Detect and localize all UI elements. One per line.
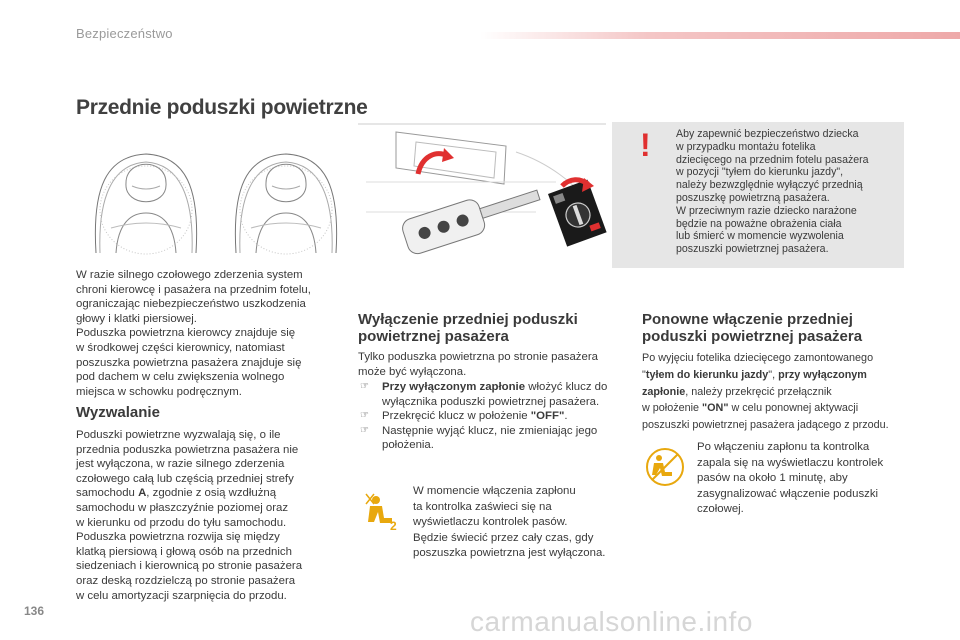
page-title: Przednie poduszki powietrzne xyxy=(76,96,368,119)
airbag-switch-illustration xyxy=(356,122,612,280)
on-position-label: "ON" xyxy=(702,402,729,415)
svg-text:2: 2 xyxy=(390,519,397,532)
step2-end: . xyxy=(564,410,568,423)
passenger-airbag-on-icon xyxy=(644,446,686,488)
reenable-text-2: ", xyxy=(768,368,779,381)
reenable-heading-line1: Ponowne włączenie przedniej xyxy=(642,311,853,328)
bullet-icon: ☞ xyxy=(360,424,369,436)
reenable-heading-line2: poduszki powietrznej pasażera xyxy=(642,328,863,345)
reenable-text-4: w celu ponownej aktywacji poszuszki powietrznej pasażera jadącego z przodu. xyxy=(642,402,889,432)
intro-text xyxy=(76,268,344,399)
section-label: Bezpieczeństwo xyxy=(76,26,173,41)
reenable-text-3: , należy przekręcić przełącznik w położenie xyxy=(642,385,832,415)
bullet-icon: ☞ xyxy=(360,410,369,422)
step1-rest: włożyć klucz do wyłącznika poduszki powietrznej pasażera. xyxy=(382,381,608,408)
car-key-icon xyxy=(400,179,544,257)
page-number: 136 xyxy=(24,604,45,618)
reenable-text-1: Po wyjęciu fotelika dziecięcego zamontowanego " xyxy=(642,352,874,381)
zone-a-label: A xyxy=(138,487,147,500)
driver-airbag-figure xyxy=(95,154,196,254)
off-position-label: "OFF" xyxy=(530,410,565,423)
intro-paragraph-1: W razie silnego czołowego zderzenia system chroni kierowcę i pasażera na przednim fotelu, ograniczając niebezpieczeństwo uszkodzenia głowy i klatki piersiowej. xyxy=(76,269,311,325)
airbag-illustration xyxy=(76,128,346,256)
disable-step-2 xyxy=(358,409,624,424)
deploy-text-part1: Poduszki powietrzne wyzwalają się, o ile przednia poduszka powietrzna pasażera nie jest wyłączona, w razie silnego zderzenia czołowego całą lub częścią przedniej strefy samochodu xyxy=(76,429,299,500)
disable-step-3 xyxy=(358,424,624,453)
reenable-bold-2: przy wyłączonym zapłonie xyxy=(642,368,867,398)
disable-note-text: W momencie włączenia zapłonu ta kontrolka zaświeci się na wyświetlaczu kontrolek pasów. Będzie świecić przez cały czas, gdy poszuszka powietrzna jest wyłączona. xyxy=(413,485,606,560)
disable-steps xyxy=(358,380,624,453)
deploy-text-part2: , zgodnie z osią wzdłużną samochodu w płaszczyźnie poziomej oraz w kierunku od przodu do tyłu samochodu. Poduszka powietrzna rozwija się między klatką piersiową i głową osób na przednich siedzeniach i kierownicą po stronie pasażera oraz deską rozdzielczą po stronie pasażera w celu amortyzacji szarpnięcia do przodu. xyxy=(76,487,303,602)
bullet-icon: ☞ xyxy=(360,381,369,392)
passenger-airbag-figure xyxy=(235,154,336,254)
reenable-text xyxy=(642,350,922,434)
reenable-note-text: Po włączeniu zapłonu ta kontrolka zapala się na wyświetlaczu kontrolek pasów na około 1 minutę, aby zasygnalizować włączenie poduszki czołowej. xyxy=(697,441,884,516)
intro-paragraph-2: Poduszka powietrzna kierowcy znajduje się w środkowej części kierownicy, natomiast poszuszka powietrzna pasażera znajduje się pod dachem w celu zwiększenia wolnego miejsca w schowku podręcznym. xyxy=(76,327,302,398)
reenable-bold-1: tyłem do kierunku jazdy xyxy=(645,368,769,381)
step2-text: Przekręcić klucz w położenie xyxy=(382,410,531,423)
step3-text: Następnie wyjąć klucz, nie zmieniając jego położenia. xyxy=(382,424,598,452)
disable-intro: Tylko poduszka powietrzna po stronie pasażera może być wyłączona. xyxy=(358,351,598,378)
watermark: carmanualsonline.info xyxy=(470,606,753,637)
passenger-airbag-off-icon xyxy=(362,492,402,532)
step1-bold: Przy wyłączonym zapłonie xyxy=(382,381,526,393)
reenable-heading xyxy=(642,311,912,345)
warning-text: Aby zapewnić bezpieczeństwo dziecka w przypadku montażu fotelika dziecięcego na przednim fotelu pasażera w pozycji "tyłem do kierunku jazdy", należy bezwzględnie wyłączyć przednią poszuszkę powietrzną pasażera. W przeciwnym razie dziecko narażone będzie na poważne obrażenia ciała lub śmierć w momencie wyzwolenia poszuszki powietrznej pasażera. xyxy=(676,128,869,256)
disable-heading xyxy=(358,311,608,345)
deploy-text xyxy=(76,428,344,603)
deploy-heading: Wyzwalanie xyxy=(76,404,160,421)
disable-heading-line2: powietrznej pasażera xyxy=(358,328,509,345)
warning-exclamation-icon: ! xyxy=(640,127,651,163)
disable-step-1 xyxy=(358,380,624,409)
disable-heading-line1: Wyłączenie przedniej poduszki xyxy=(358,311,578,328)
header-stripe xyxy=(480,32,960,39)
airbag-deactivation-switch xyxy=(548,180,607,247)
